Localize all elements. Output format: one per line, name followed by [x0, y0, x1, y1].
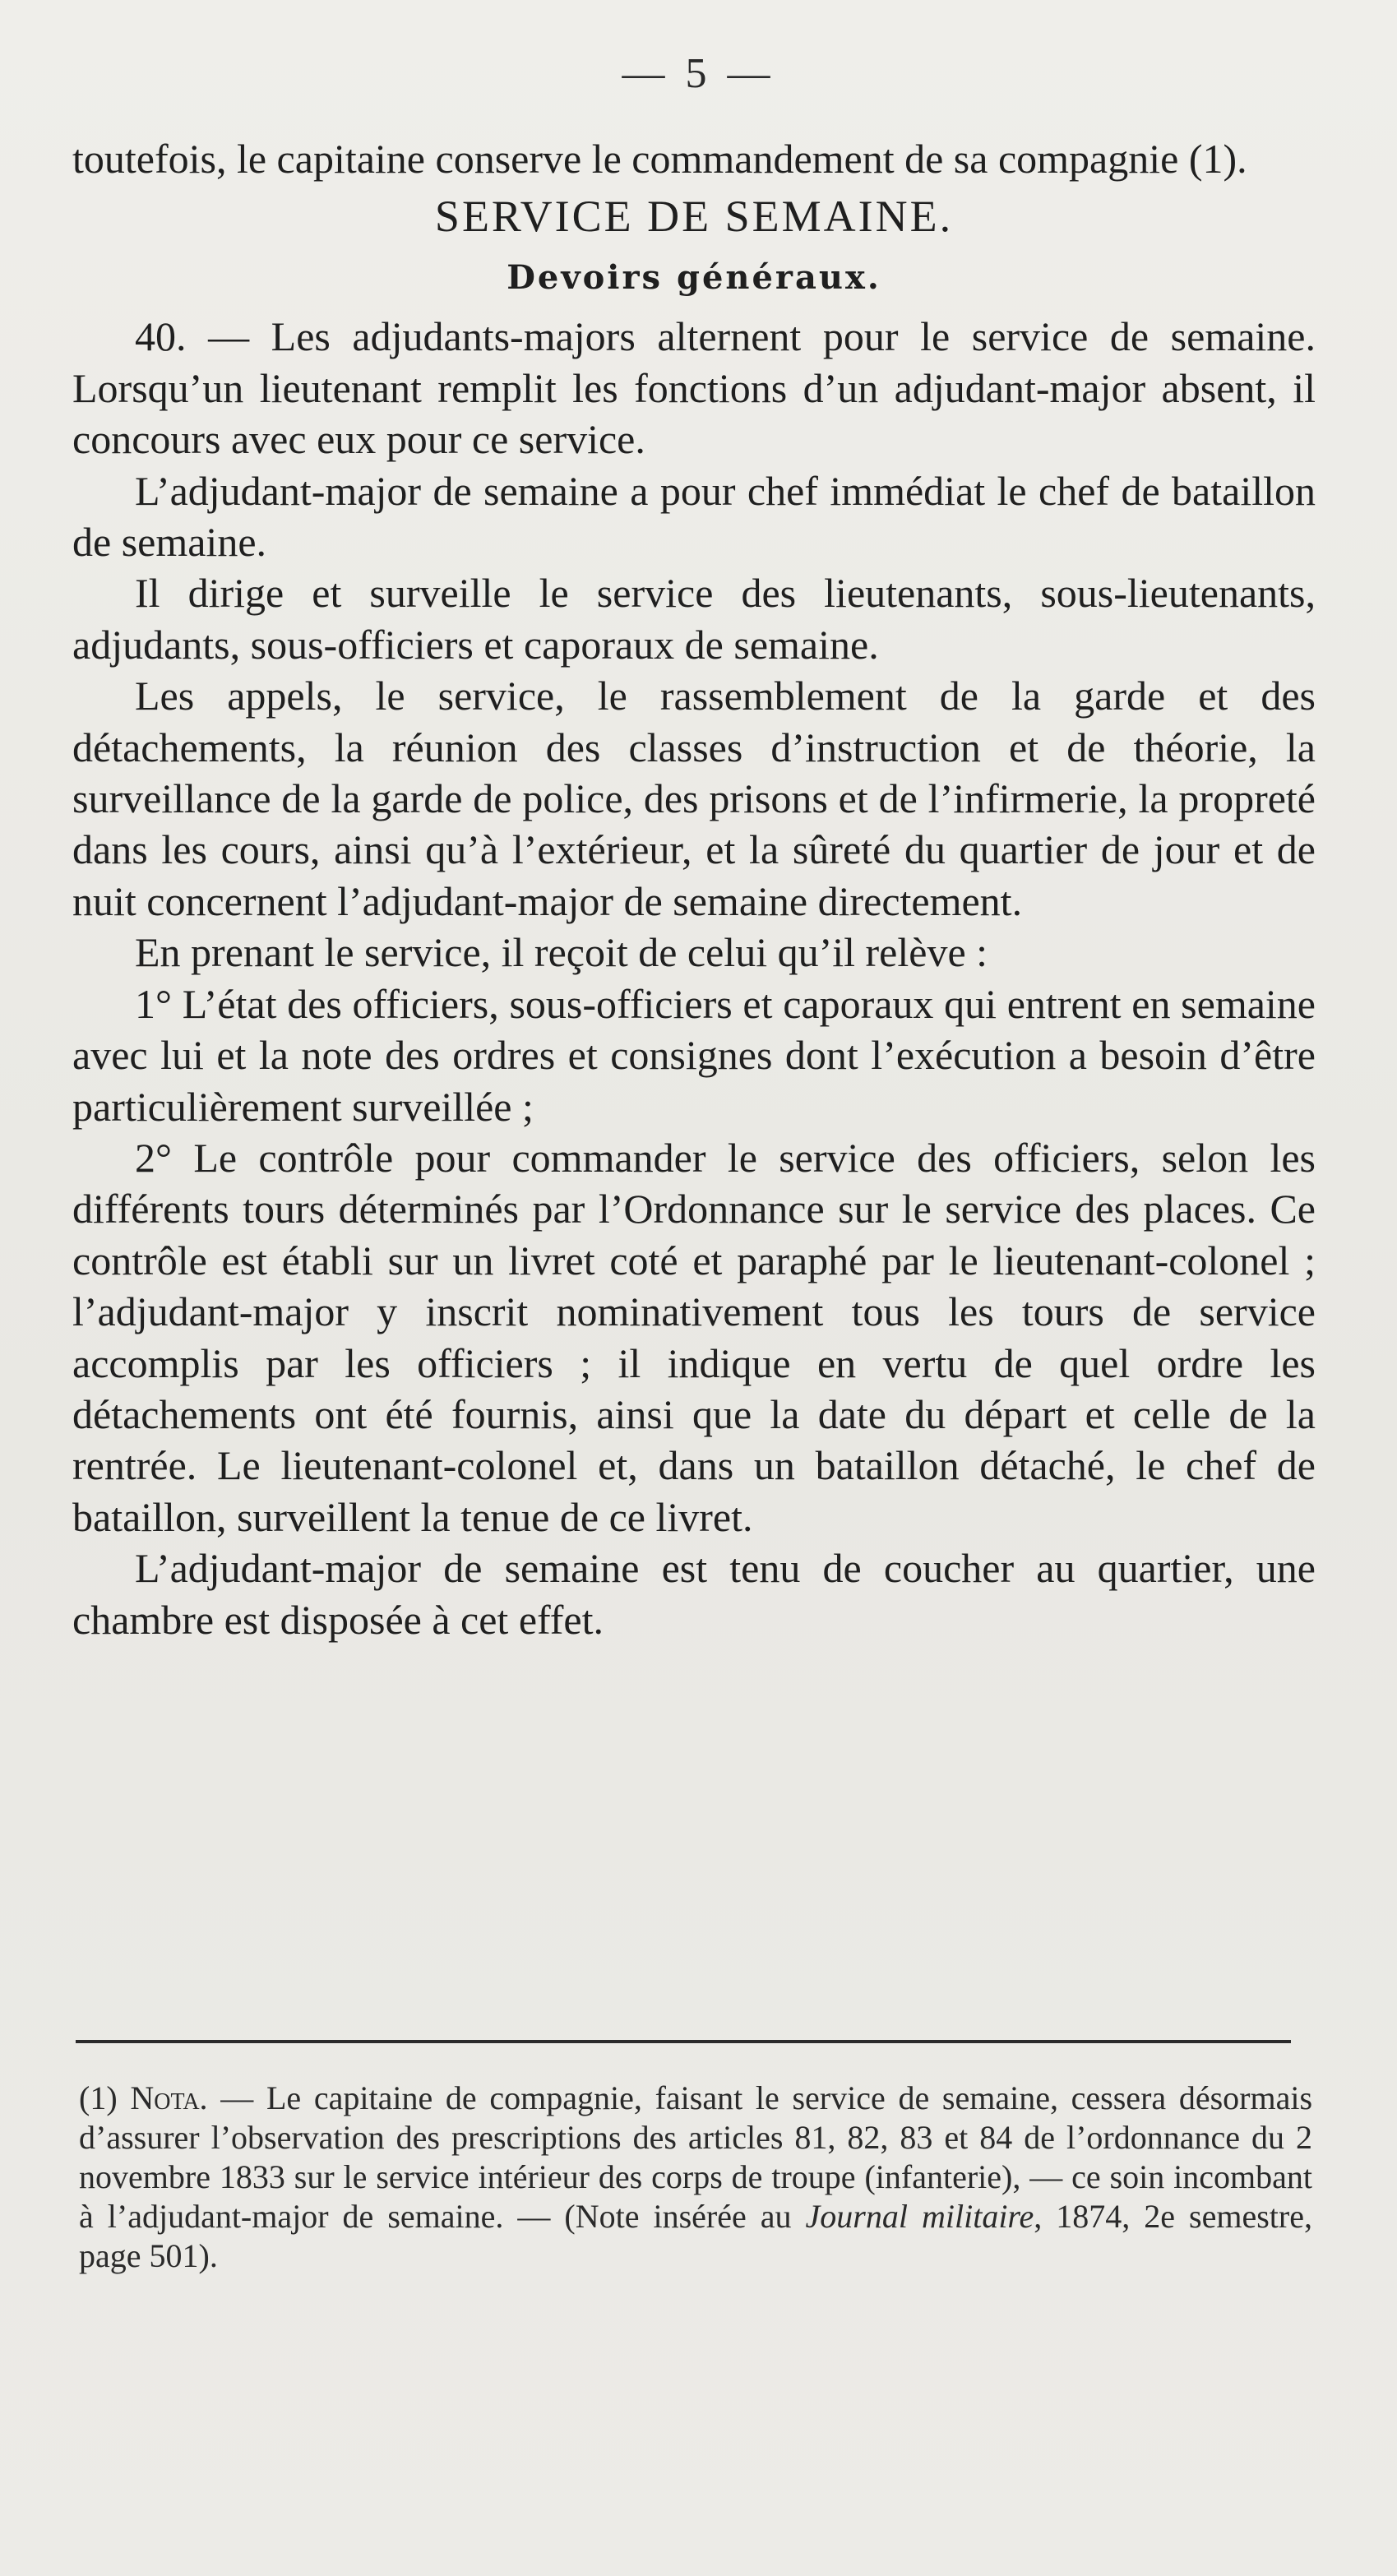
subsection-title: Devoirs généraux. — [507, 258, 881, 298]
page-number: — 5 — — [622, 50, 775, 97]
footnote-tail: , 1874, 2e semestre, page 501). — [79, 2198, 1312, 2274]
footnote — [79, 2079, 1312, 2276]
footnote-divider — [76, 2040, 1291, 2043]
footnote-text: — Le capitaine de compagnie, faisant le service de semaine, cessera désormais d’assurer l’observation des prescriptions des articles 81, 82, 83 et 84 de l’ordonnance du 2 novembre 1833 sur le service intérieur des corps de troupe (infanterie), — ce soin incombant à l’adjudant-major de semaine. — (Note insérée au — [79, 2079, 1313, 2235]
paragraph: Il dirige et surveille le service des lieutenants, sous-lieutenants, adjudants, sous-officiers et caporaux de semaine. — [72, 570, 1316, 668]
paragraph-40: 40. — Les adjudants-majors alternent pour le service de semaine. Lorsqu’un lieutenant remplit les fonctions d’un adjudant-major absent, il concours avec eux pour ce service. — [72, 313, 1316, 463]
body-text — [72, 133, 1316, 1645]
opening-paragraph: toutefois, le capitaine conserve le commandement de sa compagnie (1). — [72, 136, 1247, 182]
footnote-label: Nota. — [130, 2079, 208, 2116]
paragraph: En prenant le service, il reçoit de celui qu’il relève : — [135, 929, 988, 976]
footnote-marker: (1) — [79, 2079, 118, 2116]
paragraph-item-2: 2° Le contrôle pour commander le service des officiers, selon les différents tours déterminés par l’Ordonnance sur le service des places. Ce contrôle est établi sur un livret coté et paraphé par le lieutenant-colonel ; l’adjudant-major y inscrit nominativement tous les tours de service accomplis par les officiers ; il indique en vertu de quel ordre les détachements ont été fournis, ainsi que la date du départ et celle de la rentrée. Le lieutenant-colonel et, dans un bataillon détaché, le chef de bataillon, surveillent la tenue de ce livret. — [72, 1134, 1316, 1540]
paragraph-item-1: 1° L’état des officiers, sous-officiers et caporaux qui entrent en semaine avec lui et la note des ordres et consignes dont l’exécution a besoin d’être particulièrement surveillée ; — [72, 980, 1316, 1130]
paragraph: L’adjudant-major de semaine a pour chef immédiat le chef de bataillon de semaine. — [72, 467, 1316, 566]
paragraph: L’adjudant-major de semaine est tenu de coucher au quartier, une chambre est disposée à cet effet. — [72, 1545, 1316, 1643]
paragraph: Les appels, le service, le rassemblement de la garde et des détachements, la réunion des classes d’instruction et de théorie, la surveillance de la garde de police, des prisons et de l’infirmerie, la propreté dans les cours, ainsi qu’à l’extérieur, et la sûreté du quartier de jour et de nuit concernent l’adjudant-major de semaine directement. — [72, 673, 1316, 924]
footnote-journal: Journal militaire — [805, 2198, 1034, 2235]
section-title: SERVICE DE SEMAINE. — [434, 192, 954, 242]
